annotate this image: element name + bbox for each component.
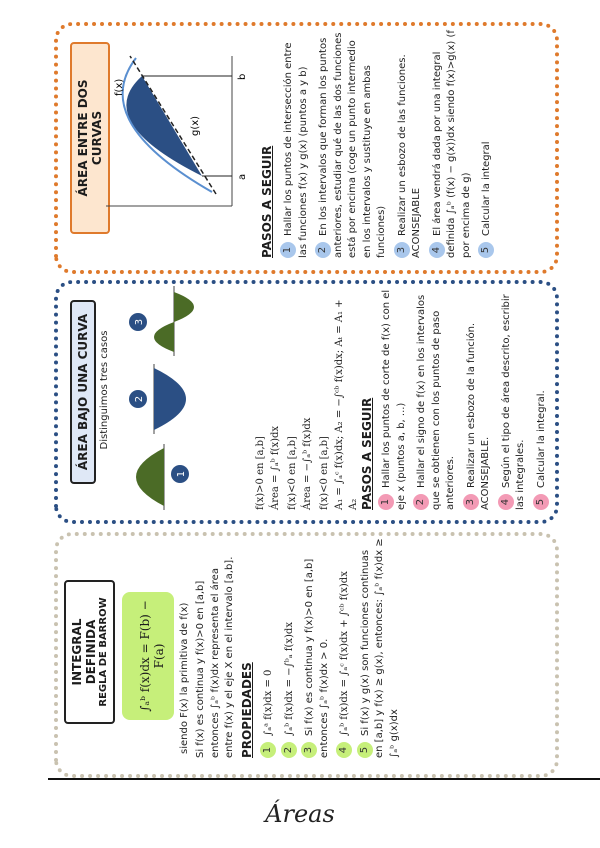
step-number: 2 [315, 242, 331, 258]
case-1-area [136, 448, 164, 506]
step-item [498, 286, 529, 510]
integral-title-tag [64, 580, 115, 724]
step-text: Calcular la integral. [535, 390, 547, 488]
step-item [429, 30, 475, 258]
formula-note: siendo F(x) la primitiva de f(x) [179, 602, 190, 754]
step-text: Realizar un esbozo de la función. ACONSEJABLE. [465, 322, 491, 510]
step-number: 1 [378, 494, 394, 510]
step-item [533, 286, 550, 510]
case-2-area [154, 368, 186, 430]
step-text: Hallar los puntos de intersección entre las funciones f(x) y g(x) (puntos a y b) [283, 42, 309, 258]
case-2-condition: f(x)<0 en [a,b] [287, 436, 298, 510]
prop-number: 1 [260, 742, 276, 758]
page-footer-title: Áreas [265, 800, 335, 828]
prop-text: Si f(x) es continua y f(x)>0 en [a,b] entonces ∫ₐᵇ f(x)dx > 0. [304, 558, 330, 758]
integral-title: INTEGRAL DEFINIDA [70, 618, 98, 686]
case-3-condition: f(x)<0 en [a,b] [319, 436, 330, 510]
step-number: 2 [413, 494, 429, 510]
step-text: En los intervalos que forman los puntos anteriores, estudiar qué de las dos funciones está por encima (coge un punto intermedio en los intervalos y sustituye en ambas funciones) [318, 32, 387, 258]
step-text: Según el tipo de área descrito, escribir las integrales. [500, 294, 526, 510]
step-item [315, 30, 390, 258]
step-number: 3 [463, 494, 479, 510]
prop-text: ∫ₐᵃ f(x)dx = 0 [263, 669, 274, 736]
area-bajo-steps-title: PASOS A SEGUIR [360, 397, 374, 510]
area-bajo-title: ÁREA BAJO UNA CURVA [70, 300, 96, 484]
step-number: 5 [478, 242, 494, 258]
step-item [280, 30, 311, 258]
integral-subtitle: REGLA DE BARROW [98, 597, 109, 707]
step-number: 5 [533, 494, 549, 510]
props-list [260, 538, 406, 758]
label-g: g(x) [190, 115, 201, 136]
step-number: 4 [498, 494, 514, 510]
case-1-area-formula: Área = ∫ₐᵇ f(x)dx [269, 425, 281, 510]
area-bajo-steps [378, 286, 553, 510]
prop-text: ∫ₐᵇ f(x)dx = −∫ᵇₐ f(x)dx [283, 622, 295, 736]
prop-number: 3 [301, 742, 317, 758]
step-text: Hallar el signo de f(x) en los intervalos que se obtienen con los puntos de paso anteriores. [416, 294, 456, 510]
prop-item [281, 538, 298, 758]
area-entre-steps [280, 30, 499, 258]
barrow-formula: ∫ₐᵇ f(x)dx = F(b) − F(a) [138, 600, 166, 712]
area-entre-title: ÁREA ENTRE DOS CURVAS [70, 42, 110, 234]
prop-text: ∫ₐᵇ f(x)dx = ∫ₐᶜ f(x)dx + ∫ᶜᵇ f(x)dx [339, 571, 350, 736]
case-3-area-negative [174, 292, 194, 322]
rotated-poster [48, 22, 573, 778]
area-entre-steps-title: PASOS A SEGUIR [260, 145, 274, 258]
label-a: a [237, 173, 248, 180]
left-divider-line [48, 778, 600, 780]
prop-item [260, 538, 277, 758]
case-1-condition: f(x)>0 en [a,b] [255, 436, 266, 510]
step-item [478, 30, 495, 258]
case-3-area-positive [154, 322, 174, 352]
step-item [394, 30, 425, 258]
step-text: Realizar un esbozo de las funciones. ACONSEJABLE [396, 54, 422, 258]
area-entre-graph [102, 46, 252, 246]
case-1-badge-number: 1 [176, 470, 187, 478]
prop-item [357, 538, 403, 758]
case-1-graph [136, 444, 189, 510]
prop-number: 2 [281, 742, 297, 758]
case-2-badge-number: 2 [134, 395, 145, 403]
case-3-area-formula: A₁ = ∫ₐᶜ f(x)dx; A₂ = −∫ᶜᵇ f(x)dx; Aₜ = A₁ + A₂ [333, 299, 359, 510]
case-1-text [254, 290, 283, 510]
area-entre-curvas-panel [54, 22, 559, 274]
case-3-text [318, 290, 362, 510]
props-title: PROPIEDADES [240, 662, 254, 758]
case-2-area-formula: Área = −∫ₐᵇ f(x)dx [301, 417, 313, 510]
integral-intro: Si f(x) es continua y f(x)>0 en [a,b] entonces ∫ₐᵇ f(x)dx representa el área entre f(x) y el eje X en el intervalo [a,b]. [195, 556, 235, 758]
case-3-graph [129, 286, 194, 356]
step-text: Calcular la integral [481, 141, 492, 236]
case-3-badge-number: 3 [134, 318, 145, 326]
label-f: f(x) [114, 78, 125, 96]
step-number: 4 [429, 242, 445, 258]
step-number: 1 [280, 242, 296, 258]
step-text: El área vendrá dada por una integral definida ∫ₐᵇ (f(x) − g(x))dx siendo f(x)>g(x) (f por encima de g) [431, 30, 472, 258]
prop-number: 5 [357, 742, 373, 758]
integral-definida-panel [54, 532, 559, 778]
label-b: b [237, 73, 248, 80]
prop-text: Si f(x) y g(x) son funciones continuas en [a,b] y f(x) ≥ g(x), entonces: ∫ₐᵇ f(x)dx ≥ ∫ₐᵇ g(x)dx [359, 538, 400, 758]
step-item [463, 286, 494, 510]
area-bajo-subtitle: Distinguimos tres casos [99, 330, 110, 450]
case-2-graph [129, 364, 186, 434]
step-item [413, 286, 459, 510]
prop-number: 4 [336, 742, 352, 758]
case-2-text [286, 290, 315, 510]
step-item [378, 286, 409, 510]
step-text: Hallar los puntos de corte de f(x) con el eje x (puntos a, b, ...) [381, 289, 407, 510]
formula-highlight [122, 592, 174, 720]
prop-item [336, 538, 353, 758]
prop-item [301, 538, 332, 758]
step-number: 3 [394, 242, 410, 258]
area-bajo-curva-panel [54, 280, 559, 524]
